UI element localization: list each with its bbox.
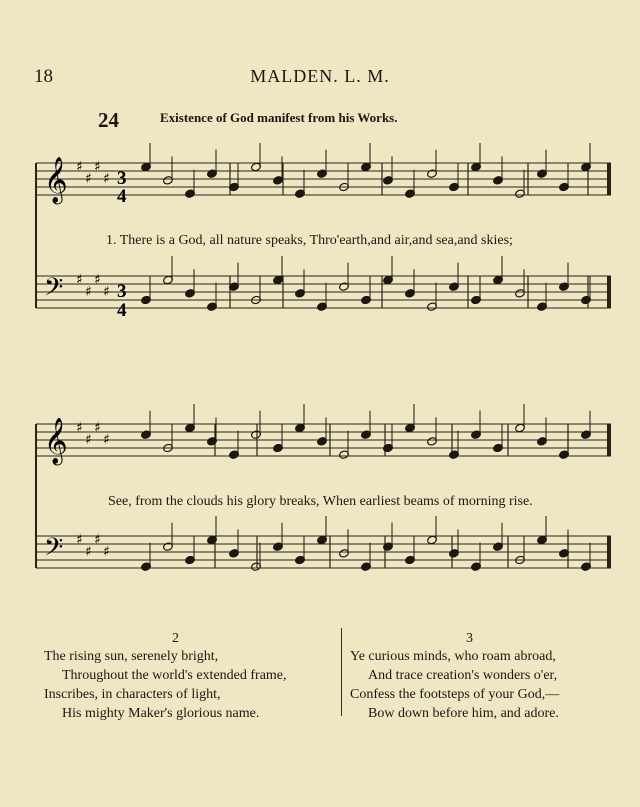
verse-number: 3 [466,631,473,646]
treble-time-bottom: 4 [117,186,127,207]
page-number: 18 [34,66,53,87]
sharp-icon: ♯ [85,284,92,300]
sharp-icon: ♯ [103,171,110,187]
final-barline [607,276,611,308]
final-barline [607,424,611,456]
sharp-icon: ♯ [94,532,101,548]
lyric-line-2: See, from the clouds his glory breaks, When earliest beams of morning rise. [108,494,533,509]
sharp-icon: ♯ [94,159,101,175]
sharp-icon: ♯ [103,544,110,560]
verse-2 [44,631,287,723]
verse-3 [350,631,560,723]
sharp-icon: ♯ [103,432,110,448]
sharp-icon: ♯ [76,159,83,175]
verse-line: The rising sun, serenely bright, [44,649,219,664]
verse-line: His mighty Maker's glorious name. [62,706,260,721]
sharp-icon: ♯ [85,544,92,560]
treble-time-top: 3 [117,168,127,189]
sharp-icon: ♯ [76,532,83,548]
bass-clef-icon: 𝄢 [44,533,64,568]
bass-time-top: 3 [117,281,127,302]
sharp-icon: ♯ [94,420,101,436]
sharp-icon: ♯ [103,284,110,300]
verse-line: Ye curious minds, who roam abroad, [350,649,556,664]
tune-title: MALDEN. L. M. [250,66,390,86]
sharp-icon: ♯ [94,272,101,288]
verse-number: 2 [172,631,179,646]
bass-clef-icon: 𝄢 [44,273,64,308]
lyric-line-1: 1. There is a God, all nature speaks, Thro'earth,and air,and sea,and skies; [106,233,513,248]
sharp-icon: ♯ [85,171,92,187]
sharp-icon: ♯ [85,432,92,448]
final-barline [607,536,611,568]
column-divider [341,628,342,716]
treble-clef-icon: 𝄞 [44,157,68,203]
hymn-heading: Existence of God manifest from his Works. [160,110,398,125]
verse-line: Throughout the world's extended frame, [62,668,287,683]
hymn-number: 24 [98,108,119,132]
bass-time-bottom: 4 [117,300,127,321]
treble-clef-icon: 𝄞 [44,418,68,464]
verse-line: Confess the footsteps of your God,— [350,687,560,702]
verse-line: Inscribes, in characters of light, [44,687,221,702]
sharp-icon: ♯ [76,420,83,436]
verse-line: And trace creation's wonders o'er, [368,668,558,683]
verse-line: Bow down before him, and adore. [368,706,559,721]
final-barline [607,163,611,195]
sharp-icon: ♯ [76,272,83,288]
